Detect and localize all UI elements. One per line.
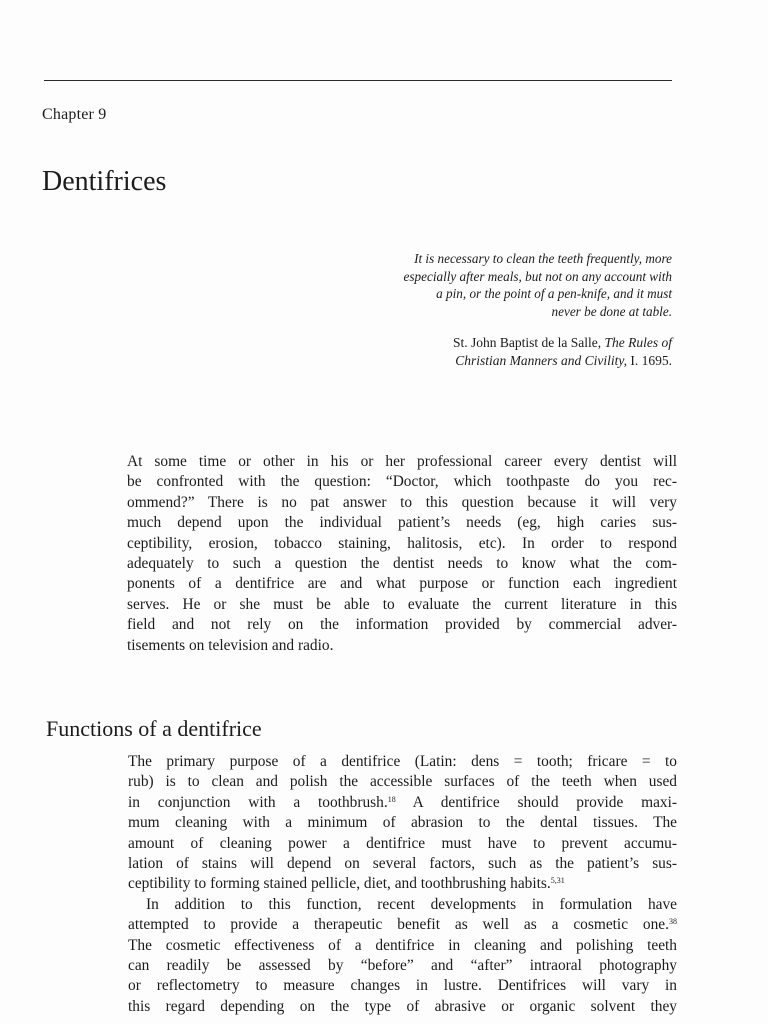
intro-line: At some time or other in his or her professional career every dentist will — [127, 453, 677, 470]
intro-line: ponents of a dentifrice are and what purpose or function each ingredient — [127, 575, 677, 593]
body-line-text: attempted to provide a therapeutic benefit as well as a cosmetic one. — [128, 916, 669, 934]
body-line: The primary purpose of a dentifrice (Latin: dens = tooth; fricare = to — [128, 753, 677, 770]
body-line-text: in conjunction with a toothbrush. — [128, 793, 388, 811]
body-line — [128, 915, 677, 935]
body-line: The cosmetic effectiveness of a dentifrice in cleaning and polishing teeth — [128, 936, 677, 954]
intro-line: much depend upon the individual patient’s needs (eg, high caries sus- — [127, 514, 677, 532]
intro-paragraph — [127, 452, 677, 656]
chapter-label: Chapter 9 — [42, 106, 107, 123]
intro-line: ommend?” There is no pat answer to this question because it will very — [127, 493, 677, 511]
reference-superscript: 38 — [669, 917, 677, 927]
intro-line: serves. He or she must be able to evaluate the current literature in this — [127, 595, 677, 613]
body-line: amount of cleaning power a dentifrice must have to prevent accumu- — [128, 834, 677, 852]
intro-line: tisements on television and radio. — [127, 636, 334, 654]
body-line-text: ceptibility to forming stained pellicle, diet, and toothbrushing habits. — [128, 875, 551, 893]
intro-line: field and not rely on the information provided by commercial adver- — [127, 616, 677, 634]
epigraph-year: I. 1695. — [627, 353, 672, 368]
intro-line: adequately to such a question the dentist needs to know what the com- — [127, 555, 677, 573]
epigraph-author: St. John Baptist de la Salle, — [453, 335, 605, 350]
epigraph-quote-line: never be done at table. — [551, 303, 672, 319]
epigraph-attribution — [332, 334, 672, 370]
reference-superscript: 5,31 — [550, 876, 565, 886]
body-line: In addition to this function, recent developments in formulation have — [146, 895, 677, 913]
header-rule — [44, 80, 672, 81]
epigraph-attribution-line-2 — [332, 352, 672, 370]
body-line: rub) is to clean and polish the accessible surfaces of the teeth when used — [128, 773, 677, 791]
epigraph-work-title-2: Christian Manners and Civility, — [455, 353, 627, 368]
intro-line: ceptibility, erosion, tobacco staining, halitosis, etc). In order to respond — [127, 534, 677, 552]
body-line: this regard depending on the type of abrasive or organic solvent they — [128, 997, 677, 1015]
body-line: can readily be assessed by “before” and “after” intraoral photography — [128, 957, 677, 975]
functions-paragraphs — [128, 752, 677, 1017]
epigraph-quote-line: a pin, or the point of a pen-knife, and it must — [436, 286, 672, 301]
epigraph-work-title-1: The Rules of — [604, 335, 672, 350]
body-line-text: A dentifrice should provide maxi- — [395, 793, 678, 811]
epigraph-attribution-line-1 — [332, 334, 672, 352]
body-line: mum cleaning with a minimum of abrasion to the dental tissues. The — [128, 814, 677, 832]
body-line: or reflectometry to measure changes in lustre. Dentifrices will vary in — [128, 977, 677, 995]
chapter-title: Dentifrices — [42, 166, 167, 197]
body-line — [128, 874, 677, 894]
epigraph — [332, 250, 672, 370]
epigraph-quote — [332, 250, 672, 320]
reference-superscript: 18 — [387, 794, 396, 804]
body-line: lation of stains will depend on several factors, such as the patient’s sus- — [128, 855, 677, 873]
epigraph-quote-line: It is necessary to clean the teeth frequently, more — [414, 251, 672, 266]
intro-line: be confronted with the question: “Doctor, which toothpaste do you rec- — [127, 473, 677, 491]
body-line — [128, 793, 677, 813]
epigraph-quote-line: especially after meals, but not on any account with — [403, 268, 672, 284]
section-title: Functions of a dentifrice — [46, 716, 262, 741]
